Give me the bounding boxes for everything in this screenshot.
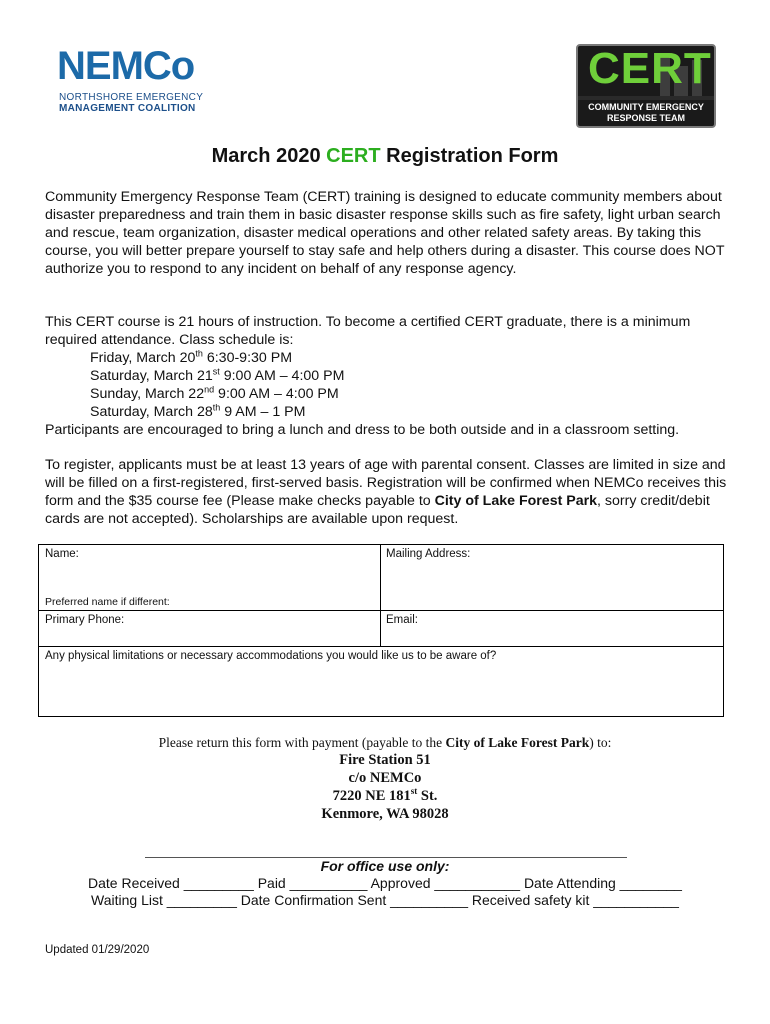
nemco-logo-line-2: MANAGEMENT COALITION	[59, 103, 196, 114]
intro-paragraph: Community Emergency Response Team (CERT) training is designed to educate community members about disaster preparedness and train them in basic disaster response skills such as fire safety, light urban search and rescue, team organization, disaster medical operations and other related safety areas. By taking this course, you will better prepare yourself to stay safe and help others during a disaster. This course does NOT authorize you to respond to any incident on behalf of any response agency.	[45, 189, 725, 277]
page-title	[0, 145, 770, 168]
title-highlight: CERT	[326, 145, 381, 167]
schedule-item: Saturday, March 21st 9:00 AM – 4:00 PM	[90, 366, 345, 384]
email-field[interactable]: Email:	[386, 614, 418, 626]
nemco-logo-word: NEMCo	[57, 44, 195, 88]
cert-logo-word: CERT	[588, 44, 712, 93]
cert-logo-line-1: COMMUNITY EMERGENCY	[588, 102, 704, 112]
nemco-logo	[57, 44, 207, 116]
name-field[interactable]: Name:	[45, 548, 79, 560]
cert-logo	[576, 44, 716, 128]
office-use-title: For office use only:	[320, 858, 450, 874]
register-paragraph: To register, applicants must be at least 13 years of age with parental consent. Classes are limited in size and will be filled on a first-registered, first-served basis. Registration will be confirmed when NEMCo receives this form and the $35 course fee (Please make checks payable to City of Lake Forest Park, sorry credit/debit cards are not accepted). Scholarships are available upon request.	[45, 457, 727, 527]
schedule-item: Saturday, March 28th 9 AM – 1 PM	[90, 402, 306, 420]
title-suffix: Registration Form	[380, 145, 559, 167]
primary-phone-field[interactable]: Primary Phone:	[45, 614, 125, 626]
registration-form-table	[38, 544, 724, 717]
return-address	[0, 735, 770, 823]
address-line-3: 7220 NE 181st St.	[332, 786, 438, 804]
address-line-1: Fire Station 51	[339, 752, 431, 768]
preferred-name-field[interactable]: Preferred name if different:	[45, 596, 170, 608]
payee-name: City of Lake Forest Park	[434, 493, 598, 509]
office-row-2: Waiting List _________ Date Confirmation Sent __________ Received safety kit ___________	[91, 892, 679, 908]
course-info: This CERT course is 21 hours of instruction. To become a certified CERT graduate, there is a minimum required attendance. Class schedule is:	[45, 314, 691, 348]
course-closing: Participants are encouraged to bring a lunch and dress to be both outside and in a classroom setting.	[45, 422, 680, 438]
schedule-item: Friday, March 20th 6:30-9:30 PM	[90, 348, 293, 366]
address-line-2: c/o NEMCo	[348, 770, 422, 786]
nemco-logo-line-1: NORTHSHORE EMERGENCY	[59, 92, 204, 103]
cert-logo-line-2: RESPONSE TEAM	[606, 113, 685, 123]
course-paragraph	[45, 313, 735, 439]
address-line-4: Kenmore, WA 98028	[321, 806, 449, 822]
limitations-field[interactable]: Any physical limitations or necessary accommodations you would like us to be aware of?	[45, 650, 497, 662]
updated-date: Updated 01/29/2020	[45, 944, 150, 956]
mailing-address-field[interactable]: Mailing Address:	[386, 548, 471, 560]
office-row-1: Date Received _________ Paid __________ Approved ___________ Date Attending ________	[88, 875, 682, 891]
return-instructions: Please return this form with payment (payable to the City of Lake Forest Park) to:	[158, 735, 612, 750]
title-prefix: March 2020	[211, 145, 327, 167]
schedule-item: Sunday, March 22nd 9:00 AM – 4:00 PM	[90, 384, 339, 402]
